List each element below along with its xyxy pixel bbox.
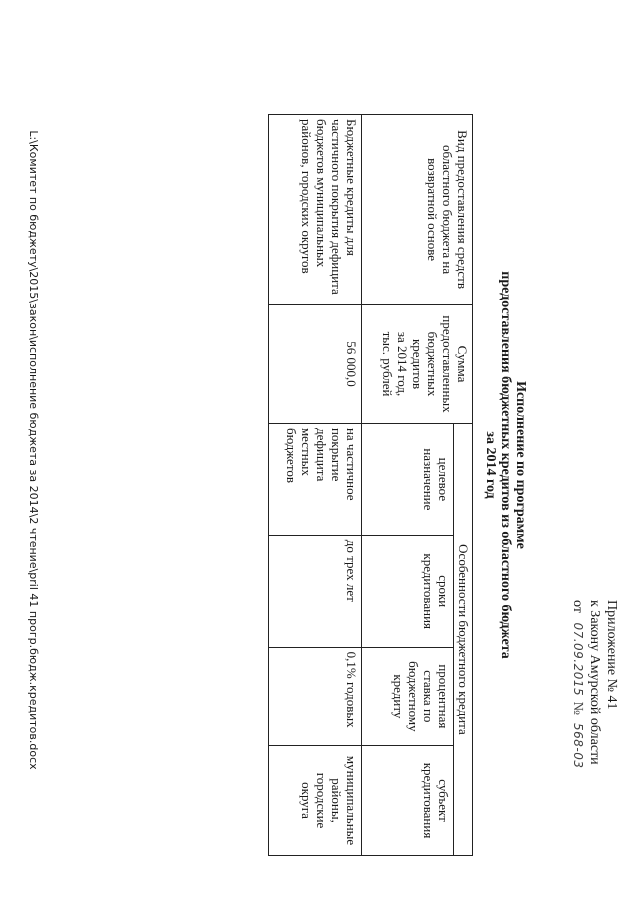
cell-credit-type: Бюджетные кредиты для частичного покрытия дефицита бюджетов муниципальных районов, городских округов [269, 115, 362, 305]
document-heading [483, 155, 528, 775]
appendix-number-sign: № [570, 701, 585, 716]
header-credit-features-group: Особенности бюджетного кредита [454, 423, 473, 855]
heading-line-3: за 2014 год [483, 431, 498, 499]
budget-credits-table [268, 114, 473, 856]
appendix-handwritten-number: 568-03 [571, 723, 585, 769]
appendix-date-prefix: от [570, 600, 585, 613]
appendix-block [569, 600, 620, 900]
header-rate: процентная ставка по бюджетному кредиту [362, 647, 454, 745]
cell-term: до трех лет [269, 535, 362, 647]
header-subject: субъект кредитования [362, 746, 454, 856]
cell-rate: 0,1% годовых [269, 647, 362, 745]
header-credit-amount: Сумма предоставленных бюджетных кредитов за 2014 год, тыс. рублей [362, 305, 473, 424]
header-purpose: целевое назначение [362, 423, 454, 535]
appendix-date-line [569, 600, 586, 900]
appendix-handwritten-date: 07.09.2015 [571, 622, 585, 697]
cell-subject: муниципальные районы, городские округа [269, 746, 362, 856]
cell-credit-amount: 56 000,0 [269, 305, 362, 424]
heading-line-1: Исполнение по программе [513, 381, 528, 549]
file-path-footer: L:\Комитет по бюджету\2015\закон\исполнение бюджета за 2014\2 чтение\pril 41 прогр.бюдж.кредитов.docx [27, 130, 40, 770]
appendix-law-reference: к Закону Амурской области [587, 600, 602, 765]
header-credit-type: Вид предоставления средств областного бюджета на возвратной основе [362, 115, 473, 305]
heading-line-2: предоставления бюджетных кредитов из областного бюджета [498, 271, 513, 659]
table-header-row [454, 115, 473, 856]
appendix-number: Приложение № 41 [604, 600, 619, 710]
table-row [269, 115, 362, 856]
header-term: сроки кредитования [362, 535, 454, 647]
cell-purpose: на частичное покрытие дефицита местных бюджетов [269, 423, 362, 535]
